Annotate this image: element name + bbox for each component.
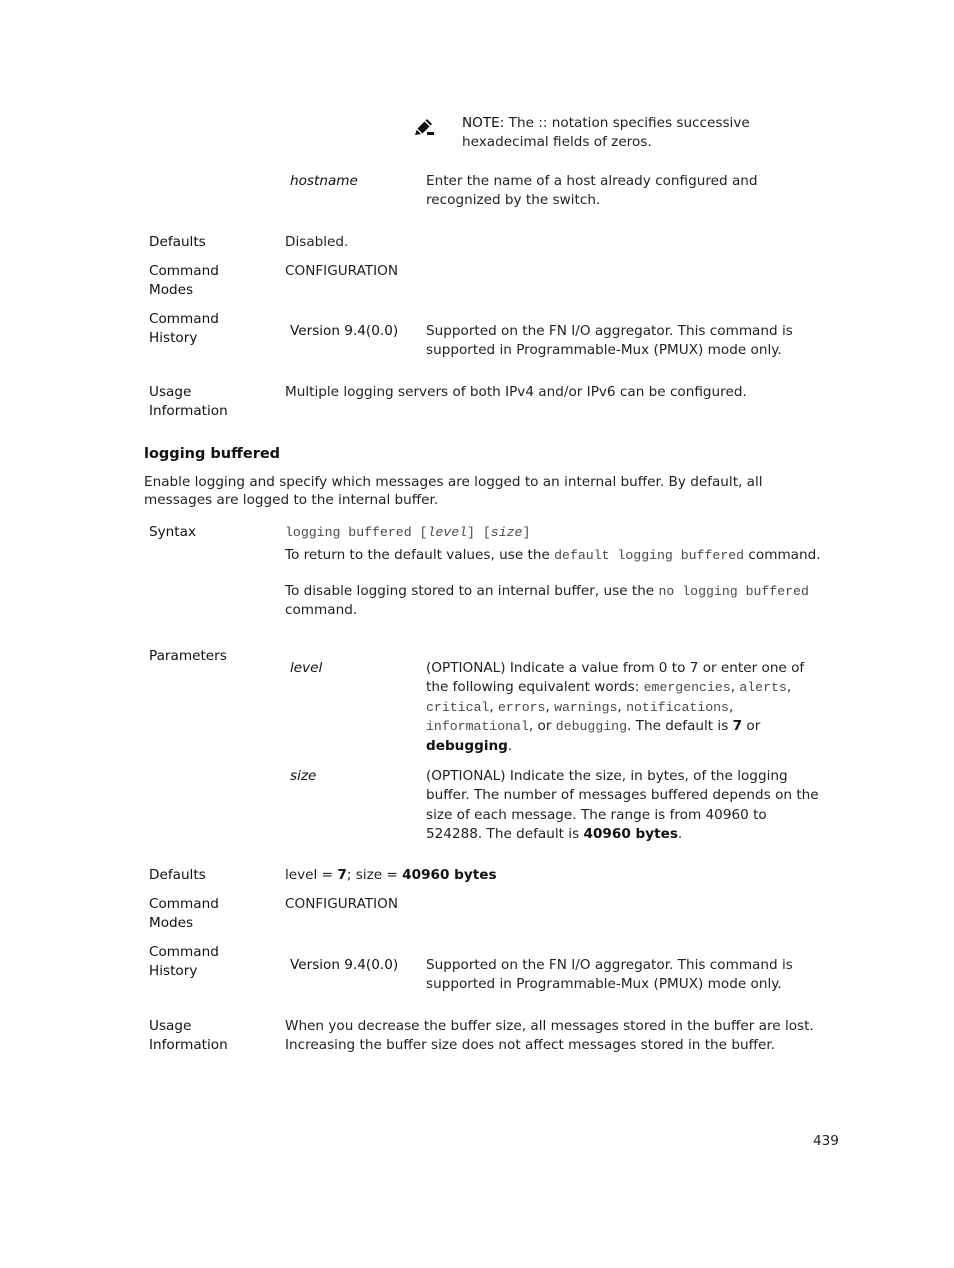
disable-text-b: command. <box>285 602 358 619</box>
word-debugging: debugging <box>555 719 628 735</box>
defaults-label-2: Defaults <box>149 867 206 883</box>
disable-cmd: no logging buffered <box>658 584 809 599</box>
level-param-name: level <box>290 660 323 676</box>
level-desc-b: . The default is <box>627 718 729 735</box>
size-param-name: size <box>290 768 317 784</box>
note-text <box>462 114 837 153</box>
defaults-level: 7 <box>337 867 347 883</box>
note-label: NOTE: <box>462 115 505 131</box>
usage-text: Multiple logging servers of both IPv4 and/or IPv6 can be configured. <box>285 384 747 400</box>
history-version: Version 9.4(0.0) <box>290 323 399 339</box>
hostname-param-name: hostname <box>290 173 358 189</box>
history-label: Command History <box>149 311 219 347</box>
size-default: 40960 bytes <box>583 826 678 843</box>
syntax-label: Syntax <box>149 524 196 540</box>
return-text-b: command. <box>748 547 821 563</box>
defaults-b: ; size = <box>346 867 398 883</box>
modes-label-2: Command Modes <box>149 896 219 932</box>
word-critical: critical <box>426 699 490 715</box>
syntax-level: level <box>427 525 468 540</box>
size-desc: (OPTIONAL) Indicate the size, in bytes, of the logging buffer. The number of messages buffered depends on the size of each message. The range is from 40960 to 524288. The default is <box>426 768 819 843</box>
history-text-2: Supported on the FN I/O aggregator. This command is supported in Programmable-Mux (PMUX) mode only. <box>426 957 793 993</box>
section-title: logging buffered <box>144 446 281 462</box>
modes-label: Command Modes <box>149 263 219 299</box>
parameters-label: Parameters <box>149 648 227 664</box>
defaults-size: 40960 bytes <box>402 867 497 883</box>
note-body: The :: notation specifies successive hexadecimal fields of zeros. <box>462 115 750 151</box>
level-default-word: debugging <box>426 737 508 754</box>
word-warnings: warnings <box>554 699 618 715</box>
defaults-value-2 <box>285 866 497 885</box>
modes-value-2: CONFIGURATION <box>285 896 398 912</box>
page-number: 439 <box>813 1133 839 1149</box>
word-notifications: notifications <box>626 699 729 715</box>
level-default-num: 7 <box>732 718 743 735</box>
section-intro: Enable logging and specify which messages are logged to an internal buffer. By default, all messages are logged to the internal buffer. <box>144 474 763 508</box>
level-or-2: or <box>746 718 761 735</box>
syntax-size: size <box>490 525 523 540</box>
usage-text-2: When you decrease the buffer size, all messages stored in the buffer are lost. Increasing the buffer size does not affect messages stored in the buffer. <box>285 1018 814 1054</box>
size-param-desc: (OPTIONAL) Indicate the size, in bytes, of the logging buffer. The number of messages buffered depends on the size of each message. The range is from 40960 to 524288. The default is 40960 bytes. <box>426 768 819 843</box>
disable-text-a: To disable logging stored to an internal buffer, use the <box>285 583 655 599</box>
syntax-cmd: logging buffered [ <box>285 525 428 540</box>
return-default-text <box>285 546 845 565</box>
history-text: Supported on the FN I/O aggregator. This command is supported in Programmable-Mux (PMUX) mode only. <box>426 323 793 359</box>
syntax-end: ] <box>522 525 531 540</box>
level-param-desc: (OPTIONAL) Indicate a value from 0 to 7 or enter one of the following equivalent words: emergencies, alerts, critical, errors, warnings, notifications, informational, or debugging. The default is 7 or debugging. <box>426 660 805 754</box>
level-or: or <box>537 718 552 735</box>
word-emergencies: emergencies <box>643 680 731 696</box>
word-alerts: alerts <box>739 680 787 696</box>
defaults-a: level = <box>285 867 334 883</box>
level-desc-a: (OPTIONAL) Indicate a value from 0 to 7 or enter one of the following equivalent words: <box>426 660 805 696</box>
word-errors: errors <box>497 699 546 715</box>
note-pencil-icon <box>412 116 436 138</box>
history-label-2: Command History <box>149 944 219 980</box>
disable-text <box>285 582 825 621</box>
return-text-a: To return to the default values, use the <box>285 547 550 563</box>
syntax-command <box>285 523 530 542</box>
usage-label: Usage Information <box>149 384 228 420</box>
defaults-value: Disabled. <box>285 234 349 250</box>
usage-label-2: Usage Information <box>149 1018 228 1054</box>
defaults-label: Defaults <box>149 234 206 250</box>
history-version-2: Version 9.4(0.0) <box>290 957 399 973</box>
word-informational: informational <box>426 719 529 735</box>
return-cmd: default logging buffered <box>554 548 745 563</box>
syntax-mid: ] [ <box>467 525 491 540</box>
hostname-param-desc: Enter the name of a host already configured and recognized by the switch. <box>426 173 758 209</box>
modes-value: CONFIGURATION <box>285 263 398 279</box>
